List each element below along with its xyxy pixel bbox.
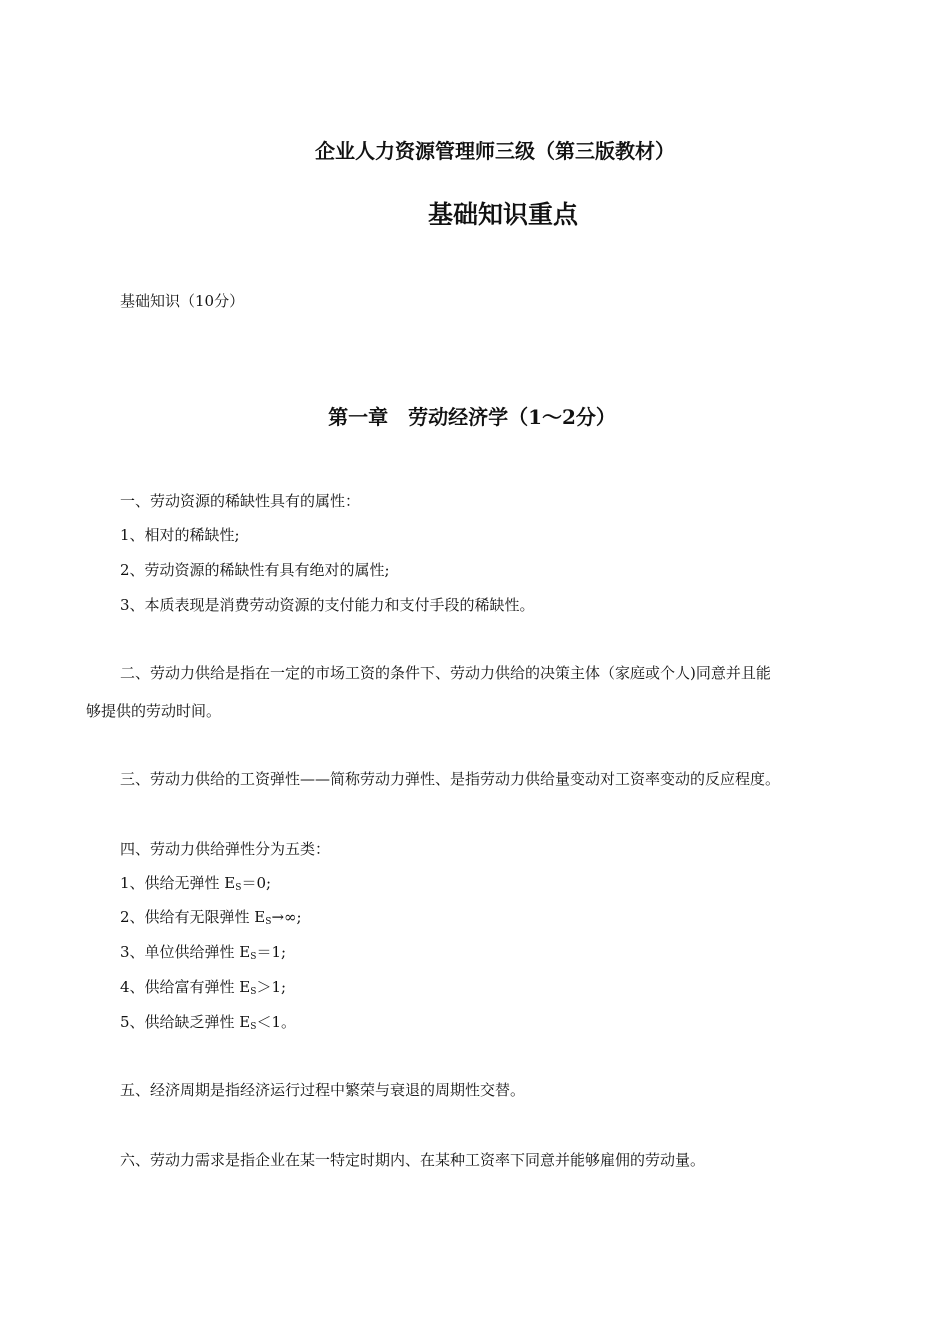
subscript-s: S [250,952,257,962]
elasticity-item-4: 4、供给富有弹性 $E_S>1$; [120,978,287,997]
section-5-paragraph: 五、经济周期是指经济运行过程中繁荣与衰退的周期性交替。 [120,1081,526,1099]
section-1-item-3: 3、本质表现是消费劳动资源的支付能力和支付手段的稀缺性。 [120,596,535,614]
section-3-paragraph: 三、劳动力供给的工资弹性——简称劳动力弹性、是指劳动力供给量变动对工资率变动的反应程度。 [120,770,781,788]
elasticity-item-5: 5、供给缺乏弹性 $E_S<1$。 [120,1013,296,1032]
elasticity-item-3: 3、单位供给弹性 $E_S=1$; [120,943,287,962]
elasticity-item-2: 2、供给有无限弹性 $E_S\to\infty$; [120,908,302,927]
section-1-item-1: 1、相对的稀缺性; [120,526,240,544]
chapter-heading: 第一章 劳动经济学（1～2分） [328,405,616,429]
section-2-line-2: 够提供的劳动时间。 [86,702,222,720]
document-title: 企业人力资源管理师三级（第三版教材） [315,139,675,163]
elasticity-item-1: 1、供给无弹性 $E_S=0$; [120,874,272,893]
subscript-s: S [235,883,242,893]
section-2-line-1: 二、劳动力供给是指在一定的市场工资的条件下、劳动力供给的决策主体（家庭或个人)同意并且能 [120,664,771,682]
section-intro: 基础知识（10分） [120,292,245,310]
section-1-item-2: 2、劳动资源的稀缺性有具有绝对的属性; [120,561,390,579]
subscript-s: S [250,1022,257,1032]
document-subtitle: 基础知识重点 [427,200,578,229]
subscript-s: S [250,987,257,997]
section-6-paragraph: 六、劳动力需求是指企业在某一特定时期内、在某种工资率下同意并能够雇佣的劳动量。 [120,1151,706,1169]
section-1-heading: 一、劳动资源的稀缺性具有的属性： [120,492,361,510]
subscript-s: S [265,917,272,927]
section-4-heading: 四、劳动力供给弹性分为五类： [120,840,331,858]
